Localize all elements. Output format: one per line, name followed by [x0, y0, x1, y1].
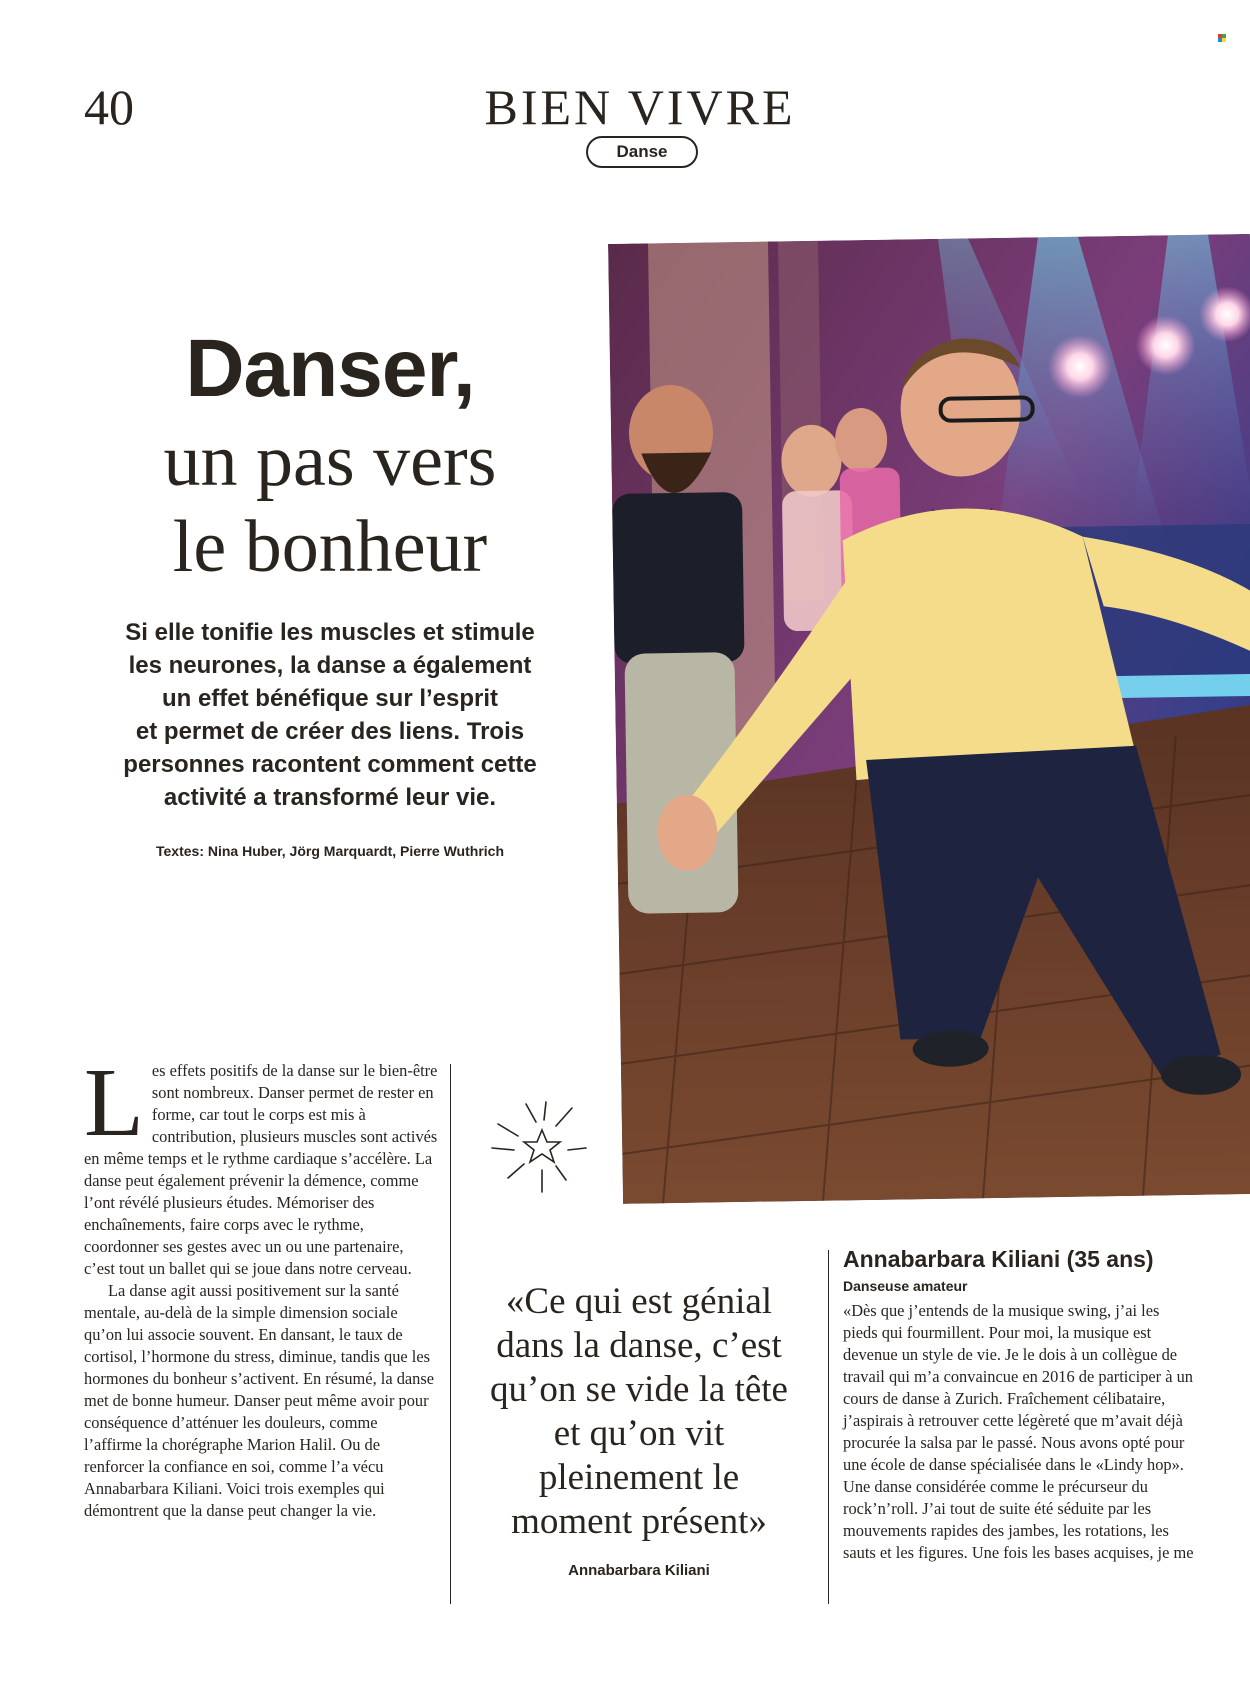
article-paragraph-2: La danse agit aussi positivement sur la santé mentale, au-delà de la simple dimension sociale qu’on lui associe souvent. En dansant, le taux de cortisol, l’hormone du stress, diminue, tandis que les hormones du bonheur s’activent. En résumé, la danse met de bonne humeur. Danser peut même avoir pour conséquence d’atténuer les douleurs, comme l’affirme la chorégraphe Marion Halil. Ou de renforcer la confiance en soi, comme l’a vécu Annabarbara Kiliani. Voici trois exemples qui démontrent que la danse peut changer la vie.	[84, 1281, 435, 1520]
headline-bold: Danser,	[185, 323, 475, 414]
headline-light	[0, 418, 660, 590]
star-doodle-icon	[486, 1096, 590, 1201]
drop-cap: L	[84, 1049, 144, 1157]
lead-line: les neurones, la danse a également	[128, 652, 532, 679]
lead-line: personnes racontent comment cette	[123, 751, 537, 778]
section-tag: Danse	[586, 136, 698, 168]
lead-line: un effet bénéfique sur l’esprit	[161, 685, 499, 712]
headline-light-line-1: un pas vers	[163, 420, 497, 502]
lead-line: et permet de créer des liens. Trois	[135, 718, 525, 745]
color-registration-mark	[1218, 34, 1226, 42]
column-divider	[828, 1250, 829, 1604]
testimony-name: Annabarbara Kiliani (35 ans)	[843, 1246, 1154, 1272]
page-number: 40	[84, 79, 134, 135]
lead-paragraph	[90, 616, 570, 814]
article-body	[84, 1049, 438, 1522]
article-paragraph-1: es effets positifs de la danse sur le bien-être sont nombreux. Danser permet de rester en forme, car tout le corps est mis à contribution, plusieurs muscles sont activés en même temps et le rythme cardiaque s’accélère. La danse peut également prévenir la démence, comme l’ont révélé plusieurs études. Mémoriser des enchaînements, faire corps avec le rythme, coordonner ses gestes avec un ou une partenaire, c’est tout un ballet qui se joue dans notre cerveau.	[84, 1061, 438, 1278]
testimony-role: Danseuse amateur	[843, 1278, 968, 1294]
section-title: BIEN VIVRE	[484, 79, 796, 135]
column-divider	[450, 1064, 451, 1604]
dance-photo	[608, 234, 1250, 1204]
testimony-text: «Dès que j’entends de la musique swing, j’ai les pieds qui fourmillent. Pour moi, la musique est devenue un style de vie. Je le dois à un collègue de travail qui m’a convaincue en 2016 de participer à un cours de danse à Zurich. Fraîchement célibataire, j’aspirais à retrouver cette légèreté que m’avait déjà procurée la salsa par le passé. Nous avons opté pour une école de danse spécialisée dans le «Lindy hop». Une danse considérée comme le précurseur du rock’n’roll. J’ai tout de suite été séduite par les mouvements rapides des jambes, les rotations, les sauts et les figures. Une fois les bases acquises, je me	[843, 1301, 1194, 1562]
pull-quote-author: Annabarbara Kiliani	[568, 1562, 710, 1579]
headline-light-line-2: le bonheur	[172, 506, 488, 588]
lead-line: activité a transformé leur vie.	[163, 784, 497, 811]
pull-quote: «Ce qui est génial dans la danse, c’est qu’on se vide la tête et qu’on vit pleinement le moment présent»	[490, 1281, 788, 1542]
lead-line: Si elle tonifie les muscles et stimule	[125, 619, 535, 646]
author-credits: Textes: Nina Huber, Jörg Marquardt, Pierre Wuthrich	[156, 843, 504, 859]
